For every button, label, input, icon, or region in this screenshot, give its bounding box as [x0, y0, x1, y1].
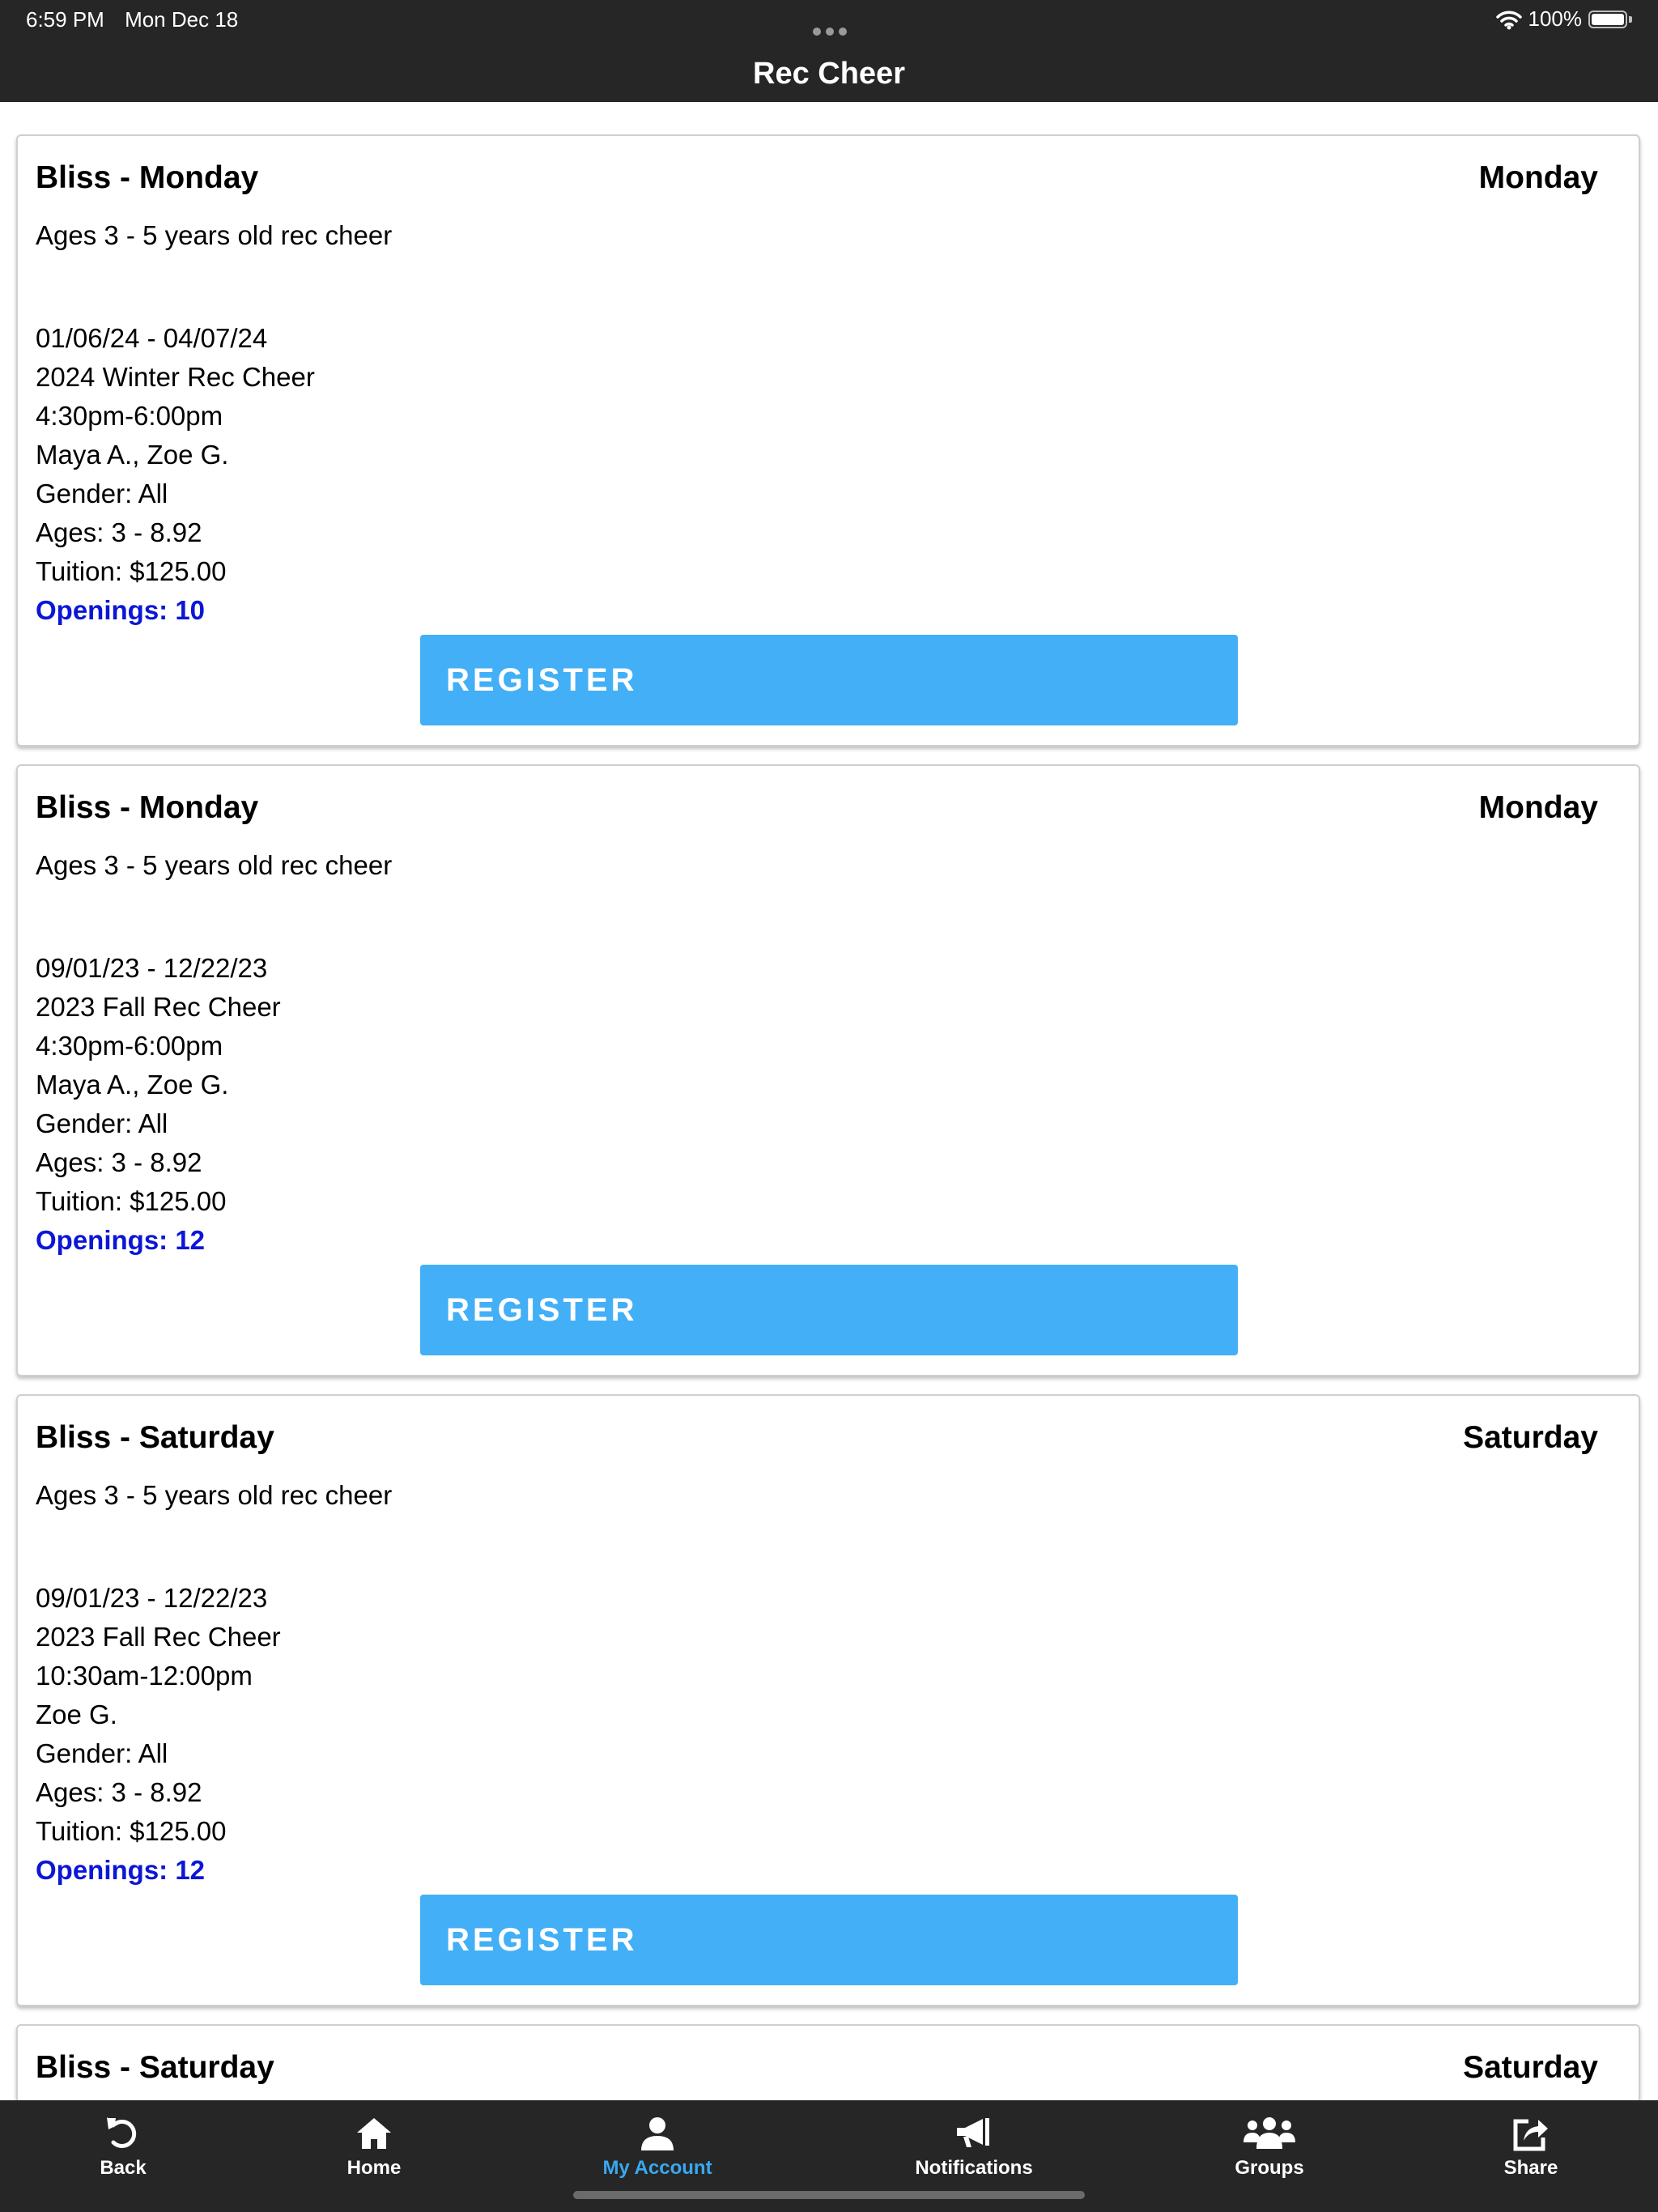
wifi-icon — [1496, 9, 1522, 30]
card-day: Monday — [1478, 790, 1598, 825]
nav-my-account[interactable] — [560, 2115, 755, 2180]
card-coaches: Maya A., Zoe G. — [36, 440, 229, 470]
card-season: 2023 Fall Rec Cheer — [36, 992, 281, 1022]
card-description: Ages 3 - 5 years old rec cheer — [36, 220, 393, 250]
nav-label: Back — [100, 2157, 147, 2179]
card-description: Ages 3 - 5 years old rec cheer — [36, 850, 393, 880]
card-time: 4:30pm-6:00pm — [36, 401, 223, 431]
card-season: 2023 Fall Rec Cheer — [36, 1622, 281, 1652]
app-header — [0, 39, 1658, 102]
nav-label: Notifications — [915, 2157, 1033, 2179]
register-button[interactable]: REGISTER — [420, 635, 1238, 725]
card-day: Saturday — [1463, 2050, 1598, 2085]
card-coaches: Maya A., Zoe G. — [36, 1070, 229, 1100]
card-dates: 01/06/24 - 04/07/24 — [36, 323, 268, 353]
nav-label: My Account — [602, 2157, 712, 2179]
card-title: Bliss - Saturday — [36, 1420, 274, 1455]
home-icon — [354, 2115, 394, 2152]
card-ages: Ages: 3 - 8.92 — [36, 1777, 202, 1807]
register-button[interactable]: REGISTER — [420, 1895, 1238, 1985]
card-description: Ages 3 - 5 years old rec cheer — [36, 1480, 393, 1510]
nav-groups[interactable] — [1172, 2115, 1367, 2180]
battery-percent: 100% — [1528, 6, 1582, 31]
nav-share[interactable] — [1434, 2115, 1628, 2180]
card-day: Monday — [1478, 160, 1598, 195]
program-card — [16, 764, 1640, 1376]
share-icon — [1511, 2115, 1551, 2152]
card-title: Bliss - Monday — [36, 160, 259, 195]
card-time: 10:30am-12:00pm — [36, 1661, 253, 1691]
bottom-nav — [0, 2100, 1658, 2212]
program-card — [16, 1394, 1640, 2006]
status-right — [1496, 6, 1635, 32]
back-icon — [103, 2115, 143, 2152]
home-indicator[interactable] — [573, 2191, 1085, 2199]
register-button[interactable]: REGISTER — [420, 1265, 1238, 1355]
card-season: 2024 Winter Rec Cheer — [36, 362, 315, 392]
card-ages: Ages: 3 - 8.92 — [36, 517, 202, 547]
account-icon — [637, 2115, 678, 2152]
card-details — [36, 1579, 281, 1890]
nav-notifications[interactable] — [877, 2115, 1071, 2180]
card-tuition: Tuition: $125.00 — [36, 1816, 227, 1846]
card-gender: Gender: All — [36, 1738, 168, 1768]
nav-label: Share — [1503, 2157, 1558, 2179]
status-time: 6:59 PM — [26, 7, 104, 32]
status-bar — [0, 0, 1658, 39]
card-title: Bliss - Monday — [36, 790, 259, 825]
nav-label: Home — [346, 2157, 402, 2179]
megaphone-icon — [954, 2115, 994, 2152]
battery-icon — [1588, 9, 1634, 30]
nav-home[interactable] — [277, 2115, 471, 2180]
card-dates: 09/01/23 - 12/22/23 — [36, 953, 268, 983]
card-openings: Openings: 12 — [36, 1225, 206, 1255]
card-tuition: Tuition: $125.00 — [36, 1186, 227, 1216]
page-title: Rec Cheer — [753, 57, 905, 91]
groups-icon — [1243, 2115, 1296, 2152]
card-gender: Gender: All — [36, 1108, 168, 1138]
card-time: 4:30pm-6:00pm — [36, 1031, 223, 1061]
nav-back[interactable] — [26, 2115, 220, 2180]
status-left — [26, 7, 253, 32]
card-openings: Openings: 10 — [36, 595, 206, 625]
program-list[interactable] — [0, 102, 1658, 2100]
card-openings: Openings: 12 — [36, 1855, 206, 1885]
nav-label: Groups — [1235, 2157, 1304, 2179]
card-coaches: Zoe G. — [36, 1699, 117, 1729]
program-card — [16, 2024, 1640, 2100]
card-dates: 09/01/23 - 12/22/23 — [36, 1583, 268, 1613]
card-details — [36, 949, 281, 1260]
card-ages: Ages: 3 - 8.92 — [36, 1147, 202, 1177]
card-details — [36, 319, 315, 630]
multitasking-dots-icon[interactable] — [810, 16, 849, 41]
card-day: Saturday — [1463, 1420, 1598, 1455]
card-gender: Gender: All — [36, 479, 168, 508]
program-card — [16, 134, 1640, 747]
card-title: Bliss - Saturday — [36, 2050, 274, 2085]
card-tuition: Tuition: $125.00 — [36, 556, 227, 586]
status-date: Mon Dec 18 — [125, 7, 239, 32]
